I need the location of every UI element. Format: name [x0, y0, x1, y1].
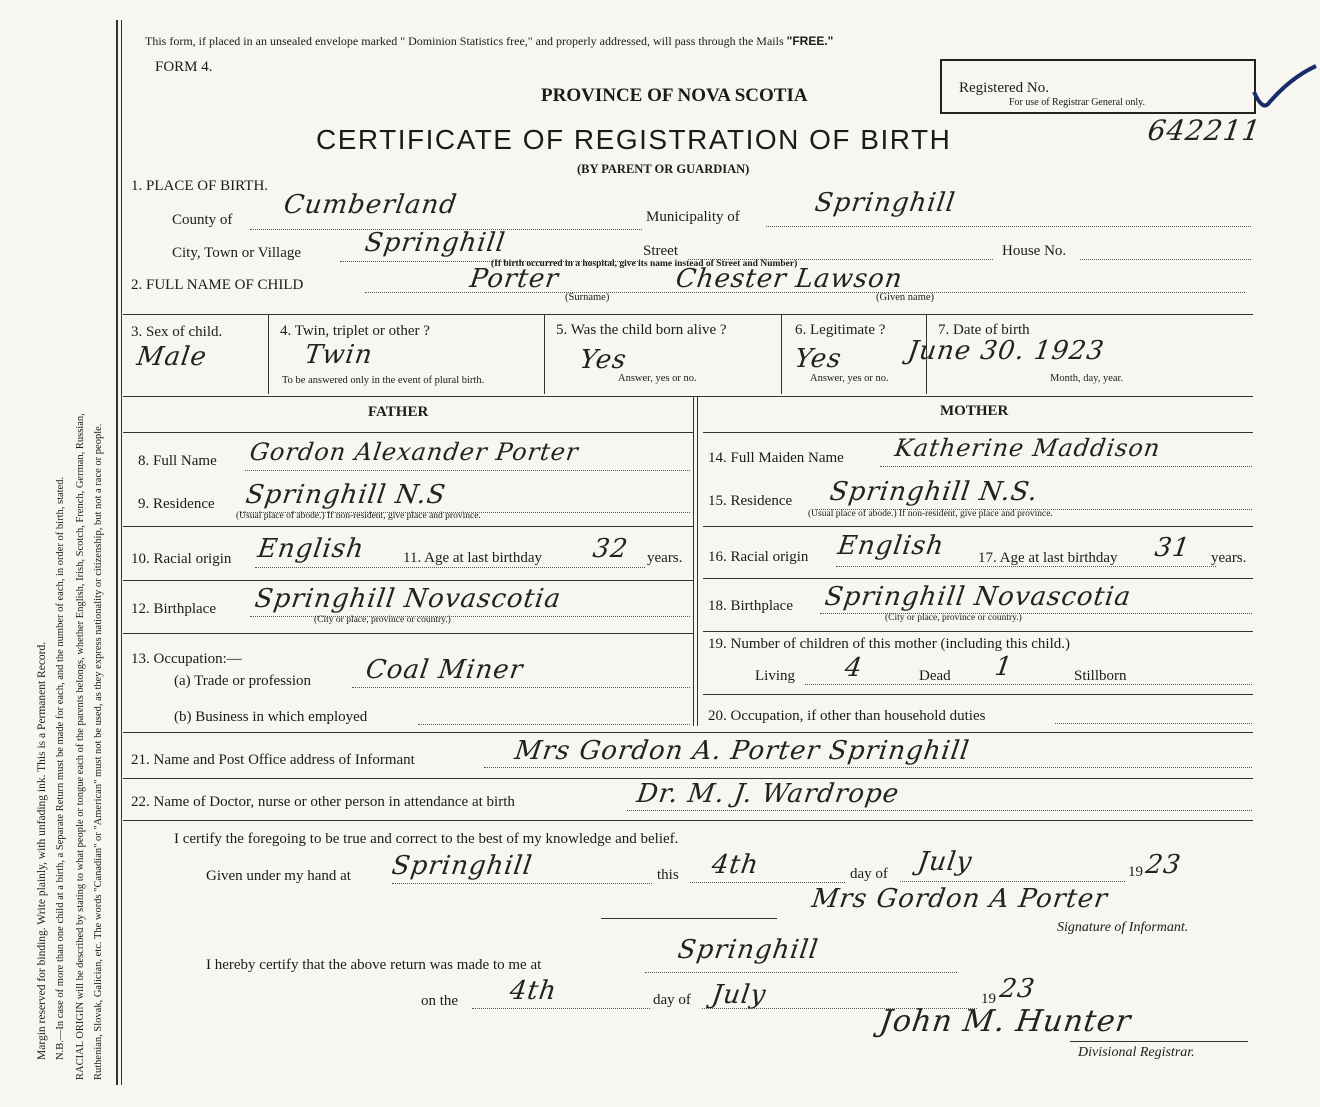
certificate-title: CERTIFICATE OF REGISTRATION OF BIRTH — [316, 124, 952, 155]
doctor-value: Dr. M. J. Wardrope — [634, 779, 902, 809]
registrar-statement: I hereby certify that the above return was made to me at — [206, 957, 542, 973]
surname-caption: (Surname) — [565, 292, 610, 303]
informant-value: Mrs Gordon A. Porter Springhill — [512, 736, 972, 766]
registrar-year-prefix: 19 — [981, 991, 996, 1007]
mother-race-label: 16. Racial origin — [708, 549, 809, 565]
house-label: House No. — [1002, 243, 1067, 259]
child-name-label: 2. FULL NAME OF CHILD — [131, 277, 304, 293]
father-residence-label: 9. Residence — [138, 496, 215, 512]
mother-birthplace-value: Springhill Novascotia — [822, 582, 1134, 612]
given-caption: (Given name) — [876, 292, 935, 303]
mother-name-label: 14. Full Maiden Name — [708, 450, 844, 466]
certify-statement: I certify the foregoing to be true and correct to the best of my knowledge and belief. — [174, 831, 679, 847]
margin-note-nb: N.B.—In case of more than one child at a birth, a Separate Return must be made for each, and the number of each, in order of birth, stated. — [55, 476, 66, 1060]
father-trade-value: Coal Miner — [363, 655, 526, 685]
mother-heading: MOTHER — [940, 403, 1009, 419]
twin-label: 4. Twin, triplet or other ? — [280, 323, 430, 339]
registered-sub: For use of Registrar General only. — [1009, 97, 1145, 108]
year-prefix: 19 — [1128, 864, 1143, 880]
alive-value: Yes — [577, 345, 629, 375]
dob-label: 7. Date of birth — [938, 322, 1030, 338]
checkmark-icon — [1250, 62, 1320, 112]
legitimate-label: 6. Legitimate ? — [795, 322, 886, 338]
father-business-label: (b) Business in which employed — [174, 709, 368, 725]
province-heading: PROVINCE OF NOVA SCOTIA — [541, 85, 808, 106]
given-under-label: Given under my hand at — [206, 868, 351, 884]
mother-occupation-label: 20. Occupation, if other than household duties — [708, 708, 986, 724]
twin-note: To be answered only in the event of plural birth. — [282, 375, 485, 386]
registrar-day-value: 4th — [507, 976, 559, 1006]
month-value: July — [915, 847, 975, 877]
street-label: Street — [643, 243, 678, 259]
registrar-year-suffix: 23 — [997, 974, 1038, 1004]
father-birthplace-label: 12. Birthplace — [131, 601, 216, 617]
registrar-signature: John M. Hunter — [877, 1004, 1134, 1039]
father-age-label: 11. Age at last birthday — [403, 550, 542, 566]
mother-birthplace-note: (City or place, province or country.) — [885, 613, 1022, 623]
informant-label: 21. Name and Post Office address of Informant — [131, 752, 415, 768]
father-years: years. — [647, 550, 683, 566]
registered-number: 642211 — [1145, 114, 1264, 147]
living-label: Living — [755, 668, 795, 684]
county-value: Cumberland — [281, 190, 460, 220]
living-value: 4 — [842, 653, 865, 683]
mother-age-label: 17. Age at last birthday — [978, 550, 1118, 566]
mother-race-value: English — [835, 531, 947, 561]
father-birthplace-note: (City or place, province or country.) — [314, 615, 451, 625]
binding-line-2 — [121, 20, 122, 1085]
father-race-label: 10. Racial origin — [131, 551, 232, 567]
mother-residence-note: (Usual place of abode.) If non-resident, give place and province. — [808, 509, 1053, 519]
father-age-value: 32 — [590, 534, 631, 564]
binding-line — [116, 20, 118, 1085]
registered-box — [940, 59, 1256, 114]
registrar-place-value: Springhill — [675, 935, 821, 965]
this-day-value: 4th — [709, 850, 761, 880]
form-number: FORM 4. — [155, 59, 213, 75]
children-count-label: 19. Number of children of this mother (including this child.) — [708, 636, 1071, 652]
sex-value: Male — [134, 342, 209, 372]
registrar-caption: Divisional Registrar. — [1078, 1045, 1195, 1060]
year-suffix-value: 23 — [1143, 850, 1184, 880]
dob-note: Month, day, year. — [1050, 373, 1124, 384]
dead-label: Dead — [919, 668, 951, 684]
city-label: City, Town or Village — [172, 245, 302, 261]
margin-note-racial-2: Ruthenian, Slovak, Galician, etc. The words "Canadian" or "American" must not be used, as they express nationality or citizenship, but not a race or people. — [93, 423, 104, 1080]
twin-value: Twin — [302, 340, 375, 370]
margin-note-binding: Margin reserved for binding. Write plainly, with unfading ink. This is a Permanent Record. — [36, 641, 48, 1060]
mother-years: years. — [1211, 550, 1247, 566]
stillborn-label: Stillborn — [1074, 668, 1127, 684]
municipality-label: Municipality of — [646, 209, 740, 225]
hospital-note: (If birth occurred in a hospital, give its name instead of Street and Number) — [491, 259, 798, 269]
county-label: County of — [172, 212, 233, 228]
on-the-label: on the — [421, 993, 459, 1009]
mother-residence-value: Springhill N.S. — [827, 477, 1041, 507]
signature-caption: Signature of Informant. — [1057, 920, 1189, 935]
dead-value: 1 — [992, 652, 1015, 682]
child-given-name: Chester Lawson — [673, 264, 905, 294]
doctor-label: 22. Name of Doctor, nurse or other person in attendance at birth — [131, 794, 515, 810]
given-place-value: Springhill — [389, 851, 535, 881]
registrar-month-value: July — [709, 980, 769, 1010]
father-occupation-label: 13. Occupation:— — [131, 651, 242, 667]
alive-note: Answer, yes or no. — [618, 373, 697, 384]
dob-value: June 30. 1923 — [905, 336, 1107, 366]
municipality-value: Springhill — [812, 188, 958, 218]
mother-name-value: Katherine Maddison — [893, 434, 1163, 462]
father-name-label: 8. Full Name — [138, 453, 217, 469]
mail-note: This form, if placed in an unsealed envelope marked " Dominion Statistics free," and properly addressed, will pass through the Mails "FREE." — [145, 34, 834, 48]
father-heading: FATHER — [368, 404, 429, 420]
child-surname: Porter — [467, 264, 561, 294]
father-trade-label: (a) Trade or profession — [174, 673, 312, 689]
mother-residence-label: 15. Residence — [708, 493, 793, 509]
sex-label: 3. Sex of child. — [131, 324, 223, 340]
father-residence-value: Springhill N.S — [243, 480, 448, 510]
father-name-value: Gordon Alexander Porter — [248, 438, 581, 466]
father-race-value: English — [255, 534, 367, 564]
legitimate-value: Yes — [792, 344, 844, 374]
alive-label: 5. Was the child born alive ? — [556, 322, 727, 338]
place-section-label: 1. PLACE OF BIRTH. — [131, 178, 269, 194]
day-of-label: day of — [850, 866, 888, 882]
father-birthplace-value: Springhill Novascotia — [252, 584, 564, 614]
margin-note-racial: RACIAL ORIGIN will be described by stating to what people or tongue each of the parents belongs, whether English, Irish, Scotch, French, German, Russian, — [75, 413, 86, 1080]
legitimate-note: Answer, yes or no. — [810, 373, 889, 384]
certificate-subtitle: (BY PARENT OR GUARDIAN) — [577, 162, 750, 176]
city-value: Springhill — [362, 228, 508, 258]
informant-signature: Mrs Gordon A Porter — [809, 884, 1110, 914]
this-label: this — [657, 867, 679, 883]
father-residence-note: (Usual place of abode.) If non-resident, give place and province. — [236, 511, 481, 521]
registrar-day-of-label: day of — [653, 992, 691, 1008]
registered-label: Registered No. — [959, 80, 1049, 96]
mother-birthplace-label: 18. Birthplace — [708, 598, 793, 614]
mother-age-value: 31 — [1152, 533, 1193, 563]
